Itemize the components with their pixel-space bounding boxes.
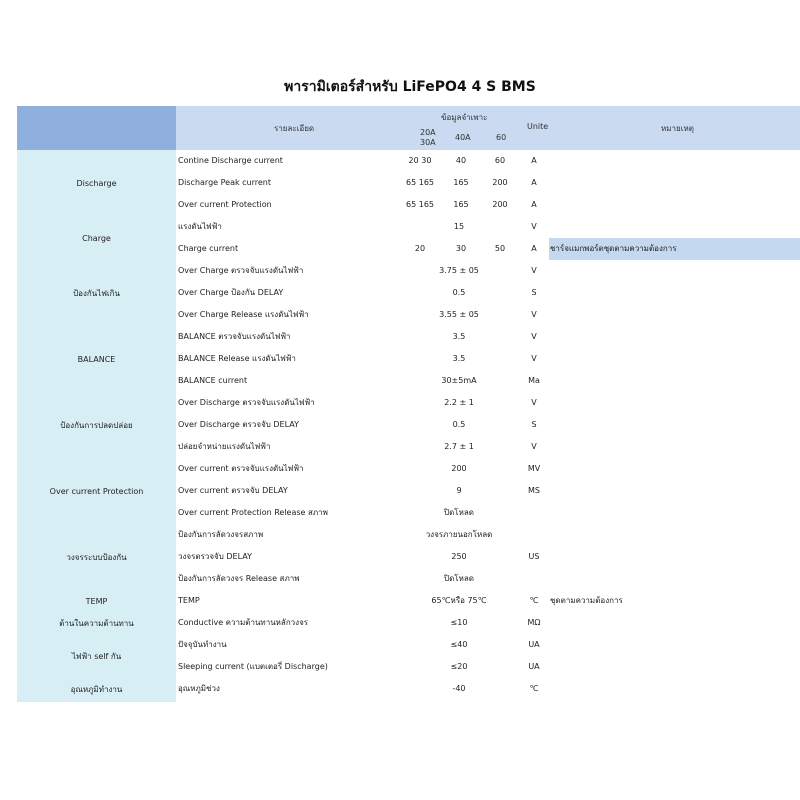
table-row (176, 678, 800, 700)
row-value: 200 (451, 464, 467, 473)
row-desc: Over current ตรวจจับแรงดันไฟฟ้า (178, 464, 304, 473)
table-row (176, 370, 800, 392)
row-desc: TEMP (178, 596, 200, 605)
row-val-c: 60 (494, 156, 506, 165)
table-row (176, 436, 800, 458)
row-value: 2.2 ± 1 (444, 398, 474, 407)
row-val-b: 30 (455, 244, 467, 253)
table-row (176, 568, 800, 590)
row-unit: V (531, 442, 537, 451)
group-overdischarge: ป้องกันการปลดปล่อย (60, 420, 133, 430)
row-unit: MΩ (527, 618, 541, 627)
row-unit: S (531, 288, 537, 297)
row-desc: Over Discharge ตรวจจับแรงดันไฟฟ้า (178, 398, 315, 407)
row-value: 250 (451, 552, 467, 561)
row-unit (520, 524, 548, 546)
row-val-c: 200 (492, 178, 508, 187)
row-unit: UA (528, 640, 540, 649)
row-unit (520, 502, 548, 524)
table-row (176, 238, 800, 260)
row-desc: Over Charge ป้องกัน DELAY (178, 288, 284, 297)
row-desc: Charge current (178, 244, 239, 253)
row-unit: V (531, 222, 537, 231)
row-desc: Contine Discharge current (178, 156, 283, 165)
row-desc: วงจรตรวจจับ DELAY (178, 552, 252, 561)
header-col-b: 40A (455, 133, 471, 142)
row-desc: BALANCE ตรวจจับแรงดันไฟฟ้า (178, 332, 291, 341)
row-unit: A (531, 244, 537, 253)
row-unit: V (531, 310, 537, 319)
table-row (176, 590, 800, 612)
table-row (176, 282, 800, 304)
row-desc: Discharge Peak current (178, 178, 272, 187)
row-value: -40 (452, 684, 466, 693)
row-val-c: 200 (492, 200, 508, 209)
row-desc: Over Charge Release แรงดันไฟฟ้า (178, 310, 309, 319)
row-unit: US (528, 552, 540, 561)
row-desc: อุณหภูมิช่วง (178, 684, 220, 693)
group-discharge: Discharge (76, 178, 117, 188)
row-val-a: 65 165 (406, 178, 434, 187)
row-unit: MS (528, 486, 540, 495)
row-value: 3.55 ± 05 (439, 310, 479, 319)
row-unit: V (531, 398, 537, 407)
header-unit: Unite (527, 122, 549, 131)
header-note: หมายเหตุ (661, 124, 694, 133)
group-overcurrent: Over current Protection (49, 486, 144, 496)
header-col-a-line1: 20A (420, 128, 436, 137)
row-unit: ℃ (529, 684, 539, 693)
row-unit: UA (528, 662, 540, 671)
group-self-consumption: ไฟฟ้า self กัน (71, 651, 122, 661)
group-balance: BALANCE (77, 354, 116, 364)
group-temp: TEMP (85, 596, 108, 606)
table-row (176, 414, 800, 436)
row-value: 2.7 ± 1 (444, 442, 474, 451)
row-desc: แรงดันไฟฟ้า (178, 222, 222, 231)
row-value: 3.5 (452, 354, 466, 363)
row-desc: Over current Protection (178, 200, 272, 209)
row-unit: A (531, 200, 537, 209)
row-unit: V (531, 266, 537, 275)
row-note: ชุดตามความต้องการ (550, 596, 623, 605)
table-row (176, 304, 800, 326)
header-detail: รายละเอียด (274, 124, 315, 133)
row-value: ปิดโหลด (444, 508, 474, 517)
table-row (176, 634, 800, 656)
group-operating-temp: อุณหภูมิทำงาน (70, 684, 123, 694)
row-desc: Over Charge ตรวจจับแรงดันไฟฟ้า (178, 266, 304, 275)
row-value: 0.5 (452, 420, 466, 429)
table-row (176, 260, 800, 282)
row-desc: Over Discharge ตรวจจับ DELAY (178, 420, 299, 429)
row-val-b: 40 (455, 156, 467, 165)
row-desc: ปัจจุบันทำงาน (178, 640, 227, 649)
row-unit: A (531, 156, 537, 165)
row-value: ปิดโหลด (444, 574, 474, 583)
row-value: 30±5mA (441, 376, 477, 385)
row-unit: MV (527, 464, 541, 473)
row-value: ≤10 (450, 618, 468, 627)
row-val-c: 50 (494, 244, 506, 253)
row-desc: Over current ตรวจจับ DELAY (178, 486, 288, 495)
table-row (176, 502, 800, 524)
row-unit: A (531, 178, 537, 187)
row-value: 3.75 ± 05 (439, 266, 479, 275)
row-val-a: 20 30 (408, 156, 432, 165)
page-title: พารามิเตอร์สำหรับ LiFePO4 4 S BMS (284, 79, 536, 95)
row-desc: ป้องกันการลัดวงจรสภาพ (178, 530, 264, 539)
row-val-a: 65 165 (406, 200, 434, 209)
row-unit: S (531, 420, 537, 429)
row-desc: ปล่อยจำหน่ายแรงดันไฟฟ้า (178, 442, 271, 451)
header-col-a-line2: 30A (420, 138, 436, 147)
row-value: วงจรภายนอกโหลด (425, 530, 493, 539)
header-spec: ข้อมูลจำเพาะ (441, 113, 488, 122)
row-unit: Ma (528, 376, 540, 385)
row-val-a: 20 (414, 244, 426, 253)
header-col-c: 60 (496, 133, 507, 142)
table-row (176, 612, 800, 634)
row-value: 9 (456, 486, 462, 495)
table-row (176, 458, 800, 480)
table-row (176, 546, 800, 568)
parameter-table (17, 106, 800, 702)
header-row (176, 106, 800, 150)
group-charge: Charge (82, 233, 111, 243)
group-overcharge: ป้องกันไฟเกิน (73, 288, 120, 298)
row-val-b: 165 (453, 178, 469, 187)
table-row (176, 216, 800, 238)
table-row (176, 348, 800, 370)
row-note: ชาร์จแมกพอร์ตชุดตามความต้องการ (550, 244, 677, 253)
table-row (176, 326, 800, 348)
table-row (176, 524, 800, 546)
table-row (176, 194, 800, 216)
row-unit: V (531, 332, 537, 341)
table-row (176, 656, 800, 678)
row-value: 3.5 (452, 332, 466, 341)
row-unit (520, 568, 548, 590)
table-row (176, 392, 800, 414)
row-unit: V (531, 354, 537, 363)
row-desc: Sleeping current (แบตเตอรี่ Discharge) (178, 662, 328, 671)
row-value: ≤40 (450, 640, 468, 649)
row-desc: BALANCE current (178, 376, 248, 385)
row-unit: ℃ (529, 596, 539, 605)
row-desc: BALANCE Release แรงดันไฟฟ้า (178, 354, 296, 363)
row-desc: Over current Protection Release สภาพ (178, 508, 328, 517)
row-value: ≤20 (450, 662, 468, 671)
row-val-b: 165 (453, 200, 469, 209)
row-desc: Conductive ความต้านทานหลักวงจร (178, 618, 309, 627)
table-row (176, 172, 800, 194)
row-value: 15 (453, 222, 465, 231)
table-row (176, 150, 800, 172)
group-resistance: ต้านในความต้านทาน (59, 618, 134, 628)
row-value: 0.5 (452, 288, 466, 297)
group-shortcircuit: วงจรระบบป้องกัน (66, 552, 127, 562)
table-row (176, 480, 800, 502)
row-value: 65℃หรือ 75℃ (431, 596, 487, 605)
header-corner-cell (17, 106, 176, 150)
row-desc: ป้องกันการลัดวงจร Release สภาพ (178, 574, 300, 583)
